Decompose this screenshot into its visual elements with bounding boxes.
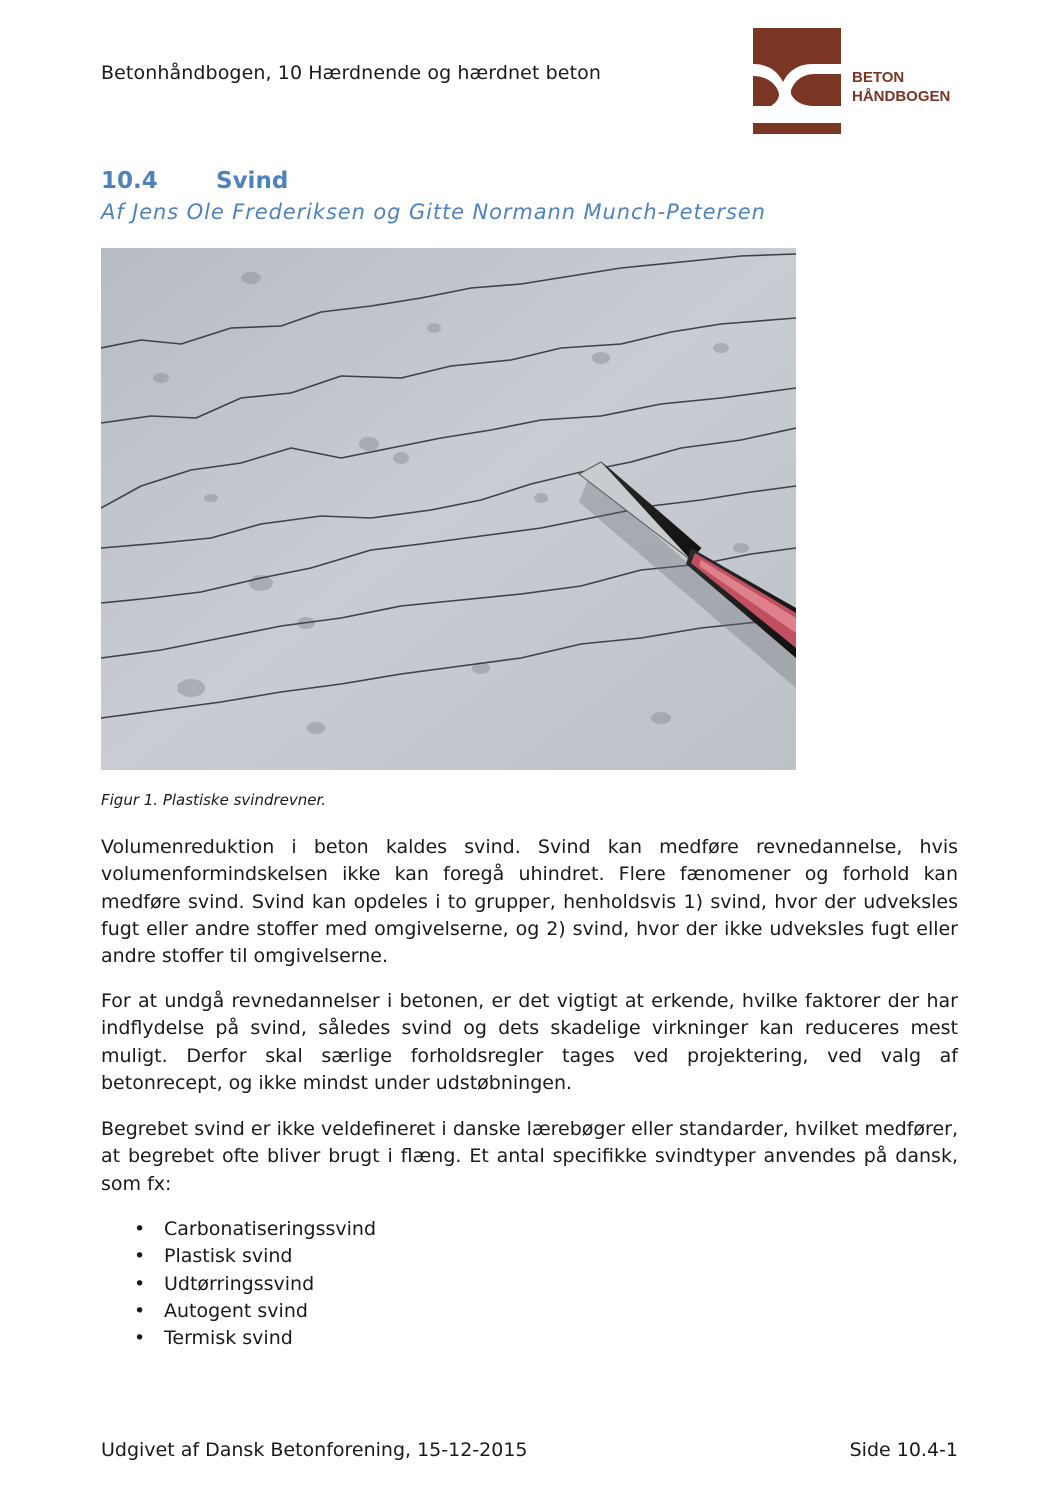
paragraph-1: Volumenreduktion i beton kaldes svind. Svind kan medføre revnedannelse, hvis volumenformindskelsen ikke kan foregå uhindret. Flere fænomener og forhold kan medføre svind. Svind kan opdeles i to grupper, henholdsvis 1) svind, hvor der udveksles fugt eller andre stoffer med omgivelserne, og 2) svind, hvor der ikke udveksles fugt eller andre stoffer til omgivelserne. [101, 836, 958, 968]
paragraph-2: For at undgå revnedannelser i betonen, er det vigtigt at erkende, hvilke faktorer der har indflydelse på svind, således svind og dets skadelige virkninger kan reduceres mest muligt. Derfor skal særlige forholdsregler tages ved projektering, ved valg af betonrecept, og ikke mindst under udstøbningen. [101, 990, 958, 1094]
paragraph-3: Begrebet svind er ikke veldefineret i danske lærebøger eller standarder, hvilket medfører, at begrebet ofte bliver brugt i flæng. Et antal specifikke svindtyper anvendes på dansk, som fx: [101, 1118, 958, 1195]
bullet-icon: • [134, 1327, 146, 1350]
figure-photo-plastic-shrinkage-cracks [101, 248, 796, 770]
section-title: Svind [216, 168, 289, 194]
bullet-icon: • [134, 1272, 146, 1295]
list-item [101, 1298, 376, 1325]
section-number: 10.4 [101, 168, 158, 194]
list-item [101, 1243, 376, 1270]
list-item-text: Termisk svind [164, 1327, 293, 1350]
beton-handbogen-logo [753, 28, 963, 134]
section-heading [101, 168, 288, 194]
list-item [101, 1271, 376, 1298]
list-item [101, 1216, 376, 1243]
logo-mark-icon [753, 28, 963, 134]
bullet-icon: • [134, 1299, 146, 1322]
figure-caption: Figur 1. Plastiske svindrevner. [101, 791, 327, 809]
logo-text-line2: HÅNDBOGEN [852, 88, 951, 105]
running-header: Betonhåndbogen, 10 Hærdnende og hærdnet beton [101, 62, 601, 84]
bullet-icon: • [134, 1218, 146, 1240]
logo-text-line1: BETON [852, 69, 905, 86]
list-item [101, 1325, 376, 1352]
bullet-icon: • [134, 1245, 146, 1268]
list-item-text: Carbonatiseringssvind [164, 1218, 377, 1240]
footer-page-number: Side 10.4-1 [849, 1439, 958, 1461]
list-item-text: Autogent svind [164, 1299, 308, 1322]
footer-publisher: Udgivet af Dansk Betonforening, 15-12-2015 [101, 1439, 528, 1461]
section-authors: Af Jens Ole Frederiksen og Gitte Normann Munch-Petersen [101, 200, 766, 224]
list-item-text: Plastisk svind [164, 1245, 293, 1268]
shrinkage-types-list [101, 1216, 376, 1352]
list-item-text: Udtørringssvind [164, 1272, 315, 1295]
